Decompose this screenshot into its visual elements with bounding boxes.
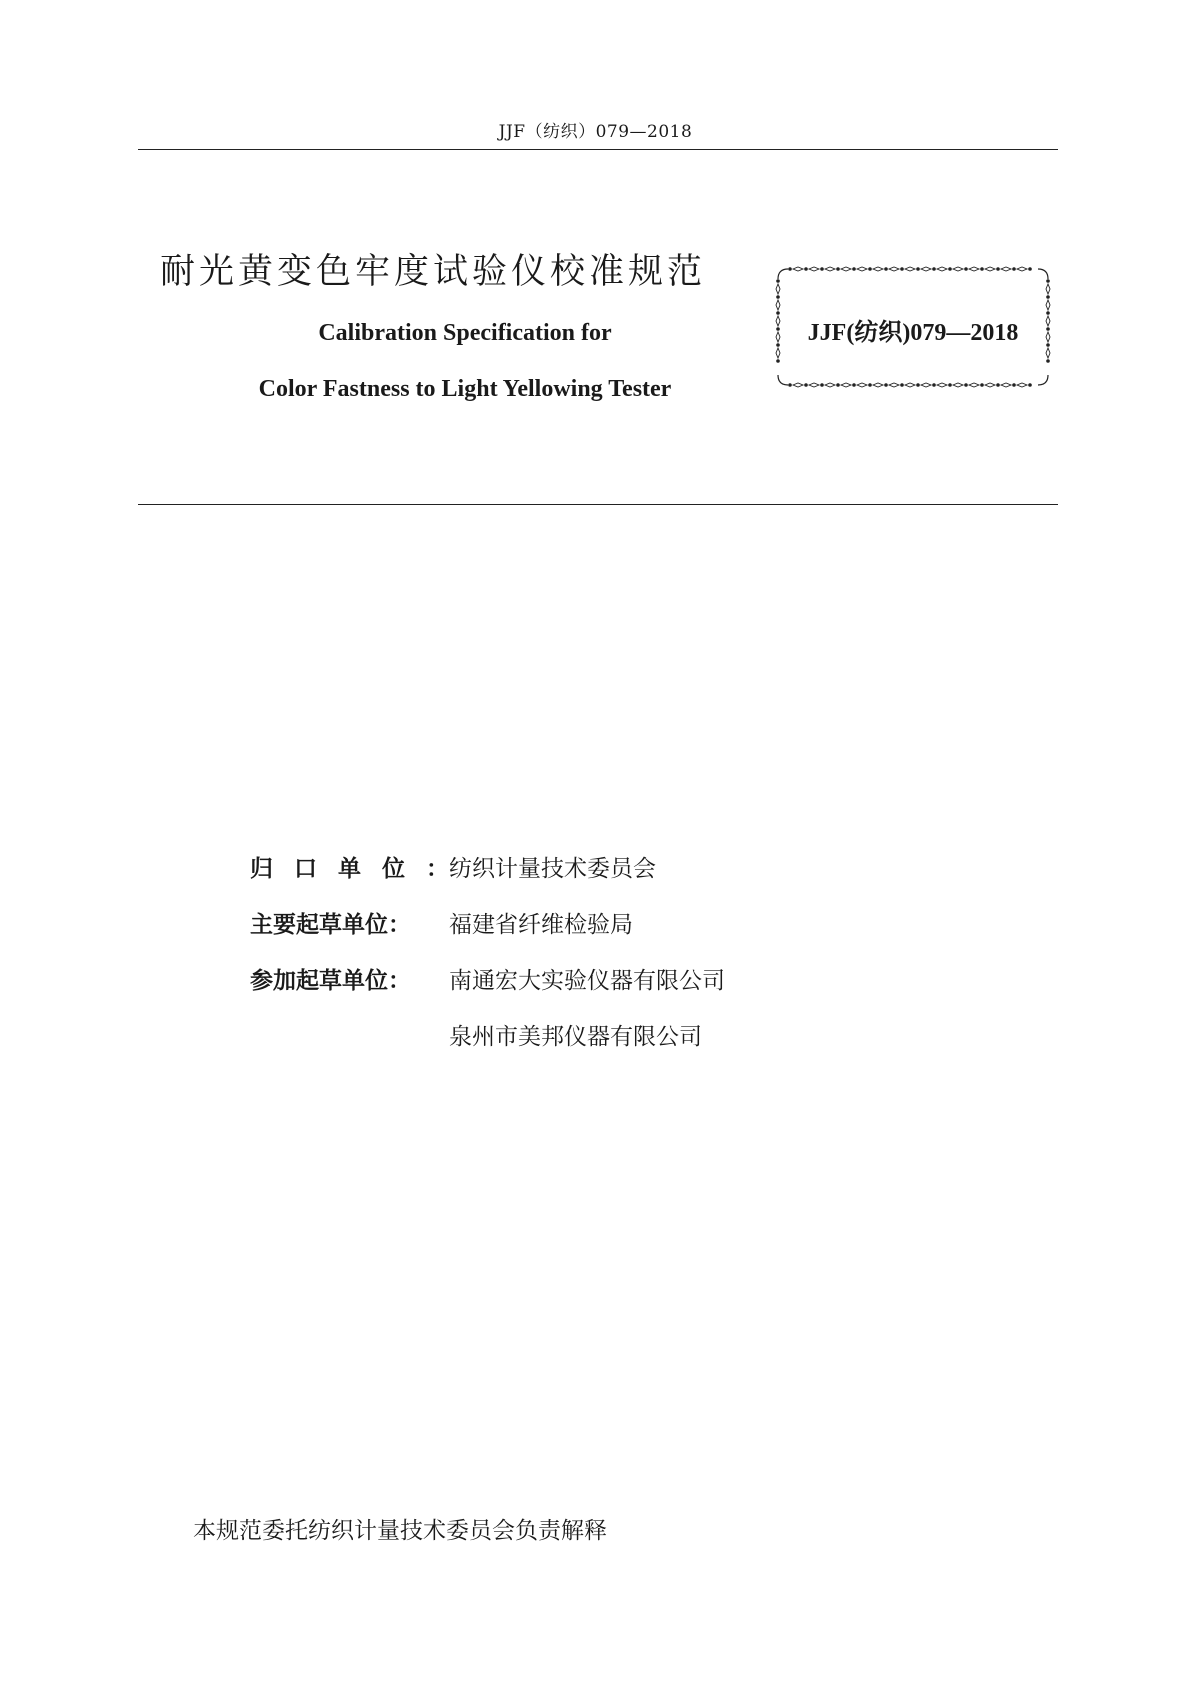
interpretation-note: 本规范委托纺织计量技术委员会负责解释 xyxy=(193,1518,607,1544)
running-header-code: JJF（纺织）079—2018 xyxy=(498,122,693,142)
responsible-unit-value: 纺织计量技术委员会 xyxy=(449,856,656,882)
responsible-unit-row xyxy=(250,850,656,883)
title-english-line2: Color Fastness to Light Yellowing Tester xyxy=(258,376,672,402)
participating-drafter-label-spacer xyxy=(250,1018,449,1051)
standard-code-box xyxy=(773,264,1053,390)
standard-code: JJF(纺织)079—2018 xyxy=(807,320,1019,346)
header-rule xyxy=(138,149,1058,150)
participating-drafter-label: 参加起草单位： xyxy=(250,968,411,994)
main-drafter-value: 福建省纤维检验局 xyxy=(449,912,633,938)
main-drafter-label: 主要起草单位： xyxy=(250,912,411,938)
participating-drafter-row-2 xyxy=(250,1018,702,1051)
participating-drafter-value: 南通宏大实验仪器有限公司 xyxy=(449,968,725,994)
participating-drafter-value-2: 泉州市美邦仪器有限公司 xyxy=(449,1024,702,1050)
main-drafter-row xyxy=(250,906,633,939)
responsible-unit-label: 归口单位： xyxy=(250,856,470,882)
title-rule xyxy=(138,504,1058,505)
title-english-line1: Calibration Specification for xyxy=(318,320,612,346)
participating-drafter-row xyxy=(250,962,725,995)
title-chinese: 耐光黄变色牢度试验仪校准规范 xyxy=(160,252,707,292)
